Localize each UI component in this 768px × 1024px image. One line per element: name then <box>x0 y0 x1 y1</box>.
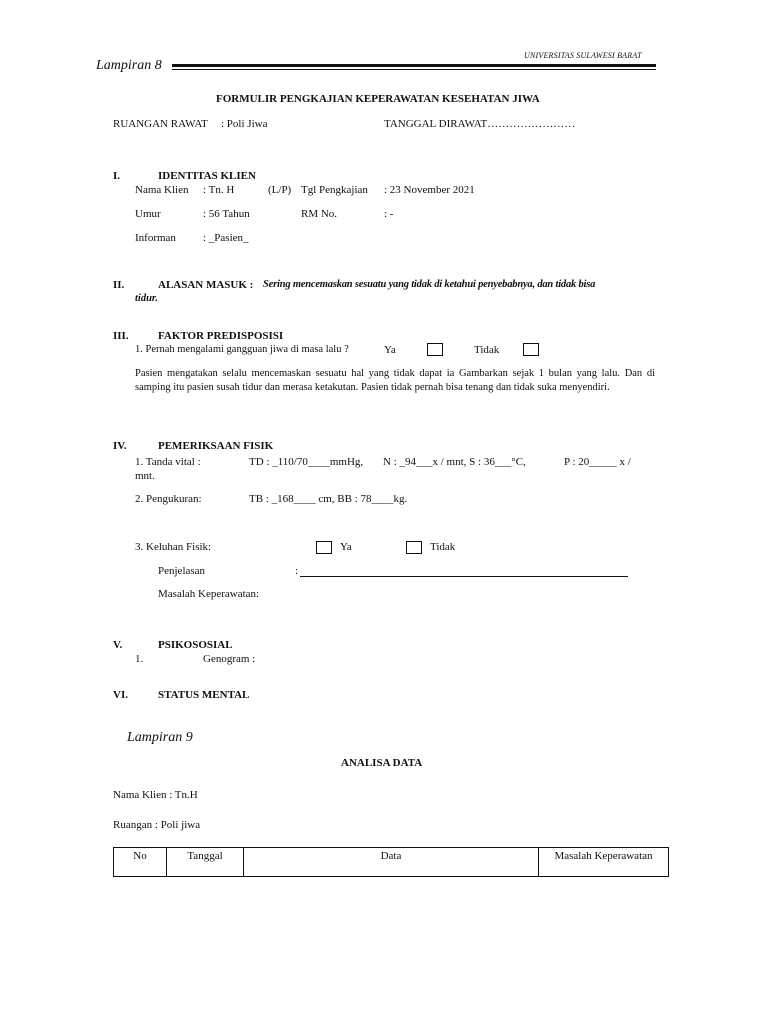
section3-title: FAKTOR PREDISPOSISI <box>158 330 284 342</box>
section2-text-line1: Sering mencemaskan sesuatu yang tidak di ketahui penyebabnya, dan tidak bisa <box>263 279 596 290</box>
pernapasan-value: P : 20_____ x / <box>564 456 631 468</box>
section1-title: IDENTITAS KLIEN <box>158 170 256 182</box>
col-no: No <box>114 848 167 877</box>
university-name: UNIVERSITAS SULAWESI BARAT <box>524 51 642 60</box>
penjelasan-fill-line[interactable] <box>300 576 628 577</box>
tb-bb-value: TB : _168____ cm, BB : 78____kg. <box>249 493 408 505</box>
section1-num: I. <box>113 170 121 182</box>
table-header-row <box>114 848 669 877</box>
predisposisi-ya-label: Ya <box>384 344 396 356</box>
keluhan-tidak-label: Tidak <box>430 541 456 553</box>
rm-value: : - <box>384 208 394 220</box>
predisposisi-tidak-label: Tidak <box>474 344 500 356</box>
gender-label: (L/P) <box>268 184 292 196</box>
section5-title: PSIKOSOSIAL <box>158 639 233 651</box>
nama-klien-value: : Tn. H <box>203 184 235 196</box>
analisa-data-title: ANALISA DATA <box>341 757 423 769</box>
header-rule-thick <box>172 64 656 67</box>
nadi-suhu-value: N : _94___x / mnt, S : 36___°C, <box>383 456 526 468</box>
form-title: FORMULIR PENGKAJIAN KEPERAWATAN KESEHATAN JIWA <box>216 93 540 105</box>
predisposisi-ya-checkbox[interactable] <box>427 343 443 356</box>
ruangan-label: RUANGAN RAWAT <box>113 118 208 130</box>
nama-klien-label: Nama Klien <box>135 184 189 196</box>
section3-num: III. <box>113 330 129 342</box>
lampiran-9-title: Lampiran 9 <box>127 730 193 745</box>
pengukuran-label: 2. Pengukuran: <box>135 493 202 505</box>
analisa-data-table <box>113 847 669 877</box>
col-tanggal: Tanggal <box>167 848 244 877</box>
section4-num: IV. <box>113 440 127 452</box>
section2-num: II. <box>113 279 125 291</box>
predisposisi-tidak-checkbox[interactable] <box>523 343 539 356</box>
col-masalah-keperawatan: Masalah Keperawatan <box>539 848 669 877</box>
predisposisi-question: 1. Pernah mengalami gangguan jiwa di masa lalu ? <box>135 344 349 355</box>
tgl-pengkajian-label: Tgl Pengkajian <box>301 184 368 196</box>
rm-label: RM No. <box>301 208 338 220</box>
analisa-ruangan: Ruangan : Poli jiwa <box>113 819 201 831</box>
keluhan-ya-checkbox[interactable] <box>316 541 332 554</box>
ruangan-value: : Poli Jiwa <box>221 118 268 130</box>
informan-value: : _Pasien_ <box>203 232 249 244</box>
section5-num: V. <box>113 639 123 651</box>
section6-num: VI. <box>113 689 128 701</box>
penjelasan-label: Penjelasan <box>158 565 206 577</box>
penjelasan-colon: : <box>295 565 299 577</box>
informan-label: Informan <box>135 232 176 244</box>
keluhan-ya-label: Ya <box>340 541 352 553</box>
lampiran-8-label: Lampiran 8 <box>96 58 162 73</box>
masalah-keperawatan-label: Masalah Keperawatan: <box>158 588 260 600</box>
td-value: TD : _110/70____mmHg, <box>249 456 364 468</box>
section4-title: PEMERIKSAAN FISIK <box>158 440 274 452</box>
tanda-vital-label: 1. Tanda vital : <box>135 456 201 468</box>
tgl-pengkajian-value: : 23 November 2021 <box>384 184 475 196</box>
tanggal-dirawat: TANGGAL DIRAWAT…………………… <box>384 118 576 130</box>
keluhan-tidak-checkbox[interactable] <box>406 541 422 554</box>
col-data: Data <box>244 848 539 877</box>
section6-title: STATUS MENTAL <box>158 689 250 701</box>
section2-text-line2: tidur. <box>135 293 159 304</box>
genogram-label: Genogram : <box>203 653 256 665</box>
analisa-nama-klien: Nama Klien : Tn.H <box>113 789 198 801</box>
predisposisi-paragraph: Pasien mengatakan selalu mencemaskan sesuatu hal yang tidak dapat ia Gambarkan sejak 1 bulan yang lalu. Dan di samping itu pasien susah tidur dan merasa ketakutan. Pasien tidak pernah bisa tenang dan tidak suka menyendiri. <box>135 368 655 393</box>
pernapasan-unit: mnt. <box>135 470 155 482</box>
umur-value: : 56 Tahun <box>203 208 250 220</box>
psikososial-item-num: 1. <box>135 653 144 665</box>
keluhan-fisik-label: 3. Keluhan Fisik: <box>135 541 212 553</box>
section2-label: ALASAN MASUK : <box>158 279 254 291</box>
header-rule-thin <box>172 69 656 70</box>
umur-label: Umur <box>135 208 161 220</box>
